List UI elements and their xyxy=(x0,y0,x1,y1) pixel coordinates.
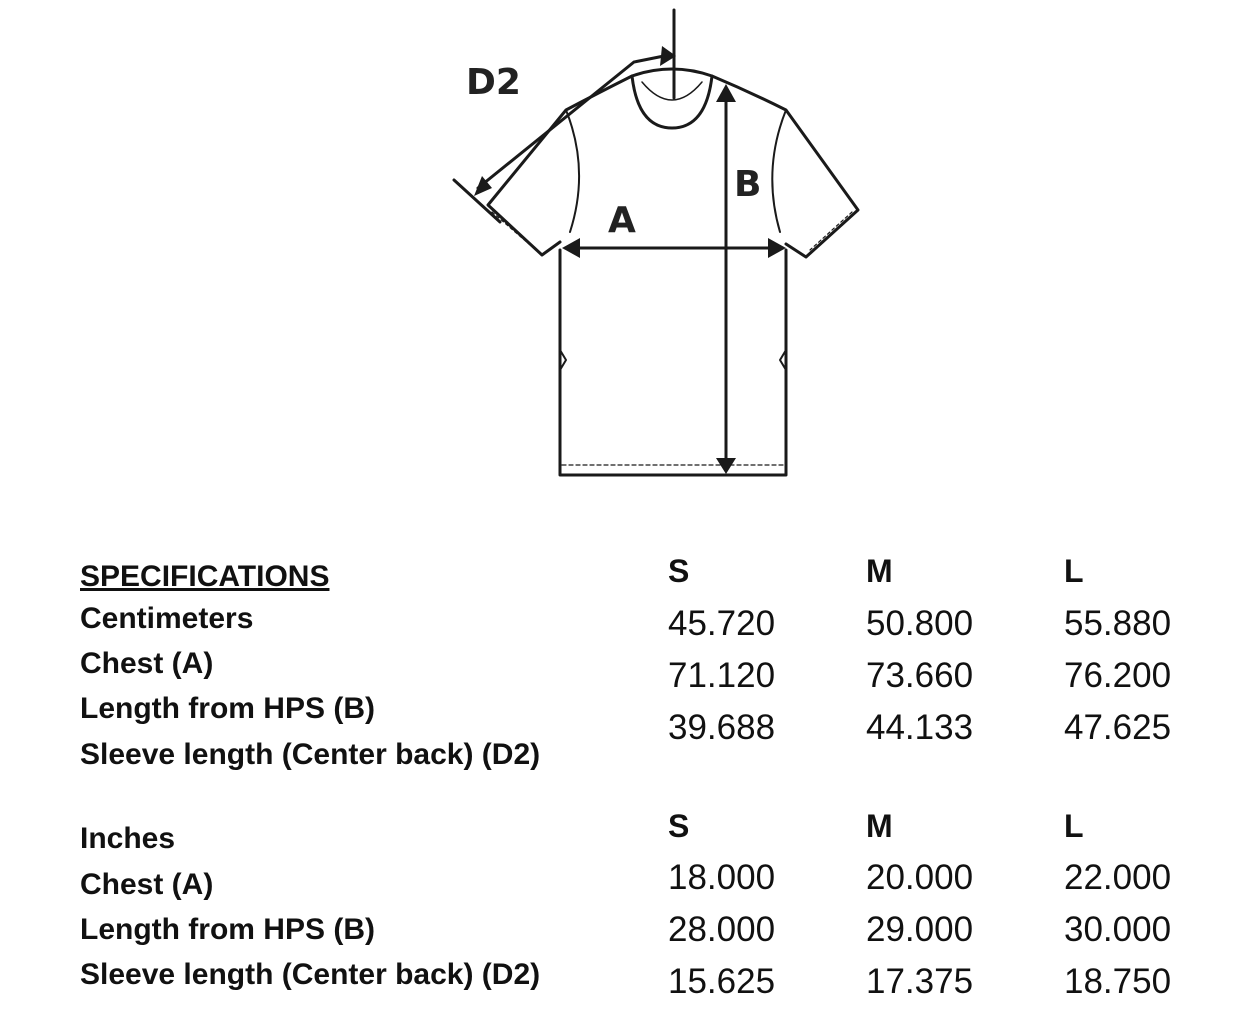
size-head-in-s: S xyxy=(668,808,690,844)
cm-chest-l: 55.880 xyxy=(1064,604,1172,643)
cm-length-s: 71.120 xyxy=(668,656,776,695)
in-length-m: 29.000 xyxy=(866,910,974,949)
unit-label-inches: Inches xyxy=(80,822,176,855)
size-head-cm-s: S xyxy=(668,553,690,589)
cm-sleeve-s: 39.688 xyxy=(668,708,776,747)
in-chest-l: 22.000 xyxy=(1064,858,1172,897)
row-label-cm-sleeve: Sleeve length (Center back) (D2) xyxy=(80,738,541,771)
spec-title: SPECIFICATIONS xyxy=(80,560,330,593)
in-sleeve-s: 15.625 xyxy=(668,962,776,1001)
cm-chest-m: 50.800 xyxy=(866,604,974,643)
tshirt-outline xyxy=(560,250,786,475)
label-d2: D2 xyxy=(466,62,521,103)
row-label-cm-length: Length from HPS (B) xyxy=(80,692,375,725)
size-head-in-m: M xyxy=(866,808,893,844)
in-length-s: 28.000 xyxy=(668,910,776,949)
in-chest-m: 20.000 xyxy=(866,858,974,897)
measure-a-line xyxy=(562,238,786,258)
in-sleeve-m: 17.375 xyxy=(866,962,974,1001)
unit-label-cm: Centimeters xyxy=(80,602,254,635)
size-head-cm-l: L xyxy=(1064,553,1084,589)
label-b: B xyxy=(734,164,762,205)
row-label-cm-chest: Chest (A) xyxy=(80,647,214,680)
cm-length-m: 73.660 xyxy=(866,656,974,695)
size-head-in-l: L xyxy=(1064,808,1084,844)
cm-sleeve-l: 47.625 xyxy=(1064,708,1172,747)
cm-sleeve-m: 44.133 xyxy=(866,708,974,747)
tshirt-collar xyxy=(632,69,712,128)
in-sleeve-l: 18.750 xyxy=(1064,962,1172,1001)
measure-b-line xyxy=(716,84,736,474)
row-label-in-chest: Chest (A) xyxy=(80,868,214,901)
in-length-l: 30.000 xyxy=(1064,910,1172,949)
cm-chest-s: 45.720 xyxy=(668,604,776,643)
in-chest-s: 18.000 xyxy=(668,858,776,897)
label-a: A xyxy=(608,200,636,241)
row-label-in-sleeve: Sleeve length (Center back) (D2) xyxy=(80,958,541,991)
row-label-in-length: Length from HPS (B) xyxy=(80,913,375,946)
size-head-cm-m: M xyxy=(866,553,893,589)
cm-length-l: 76.200 xyxy=(1064,656,1172,695)
